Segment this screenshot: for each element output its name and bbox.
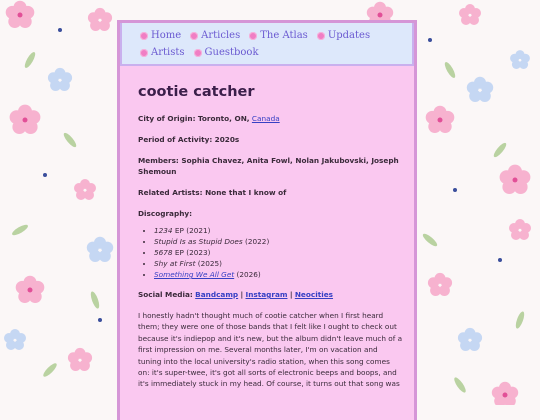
release-suffix: (2022) (242, 237, 270, 246)
period-of-activity (138, 134, 403, 145)
flower-bullet-icon (140, 49, 148, 57)
flower-bullet-icon (140, 32, 148, 40)
list-item (154, 236, 403, 247)
social-media (138, 289, 403, 300)
list-item (154, 258, 403, 269)
period-value: 2020s (214, 135, 240, 144)
nav-home[interactable]: Home (140, 30, 181, 41)
release-suffix: (2025) (195, 259, 223, 268)
nav-guestbook[interactable]: Guestbook (194, 47, 259, 58)
nav-artists[interactable]: Artists (140, 47, 185, 58)
release-suffix: (2026) (234, 270, 261, 279)
discography-list (138, 225, 403, 280)
social-label: Social Media: (138, 290, 193, 299)
release-title: Shy at First (154, 259, 196, 268)
members-label: Members: (138, 156, 179, 165)
release-title: 5678 (154, 248, 173, 257)
nav-updates[interactable]: Updates (317, 30, 370, 41)
list-item (154, 247, 403, 258)
origin-value: Toronto, ON, (197, 114, 250, 123)
members (138, 155, 403, 177)
period-label: Period of Activity: (138, 135, 213, 144)
list-item (154, 225, 403, 236)
separator: | (240, 290, 244, 299)
instagram-link[interactable]: Instagram (245, 290, 288, 299)
top-navigation (120, 23, 414, 66)
flower-bullet-icon (317, 32, 325, 40)
flower-bullet-icon (194, 49, 202, 57)
city-of-origin (138, 113, 403, 124)
flower-bullet-icon (249, 32, 257, 40)
related-value: None that I know of (205, 188, 287, 197)
members-value: Sophia Chavez, Anita Fowl, Nolan Jakubovski, Joseph Shemoun (138, 156, 399, 176)
release-suffix: EP (2023) (172, 248, 211, 257)
origin-label: City of Origin: (138, 114, 196, 123)
release-title: 1234 (154, 226, 173, 235)
article (138, 83, 403, 400)
neocities-link[interactable]: Neocities (294, 290, 334, 299)
related-artists (138, 187, 403, 198)
nav-articles[interactable]: Articles (190, 30, 240, 41)
content-panel (117, 20, 417, 420)
nav-the-atlas[interactable]: The Atlas (249, 30, 308, 41)
list-item (154, 269, 403, 280)
flower-bullet-icon (190, 32, 198, 40)
canada-link[interactable]: Canada (251, 114, 280, 123)
discography-heading: Discography: (138, 209, 193, 218)
release-link[interactable]: Something We All Get (154, 270, 235, 279)
bandcamp-link[interactable]: Bandcamp (195, 290, 239, 299)
body-paragraph: I honestly hadn't thought much of cootie catcher when I first heard them; they were one of those bands that I felt like I ought to check out because it's indiepop and it's new, but the album didn't leave much of a first impression on me. Several months later, I'm on vacation and tuning into the local university's radio station, when this song comes on: it's super-twee, it's got all sorts of electronic beeps and boops, and it's immediately stuck in my head. Of course, it turns out that song was (138, 311, 403, 389)
separator: | (289, 290, 293, 299)
release-title: Stupid Is as Stupid Does (154, 237, 243, 246)
related-label: Related Artists: (138, 188, 203, 197)
page-title: cootie catcher (138, 84, 255, 100)
release-suffix: EP (2021) (172, 226, 211, 235)
